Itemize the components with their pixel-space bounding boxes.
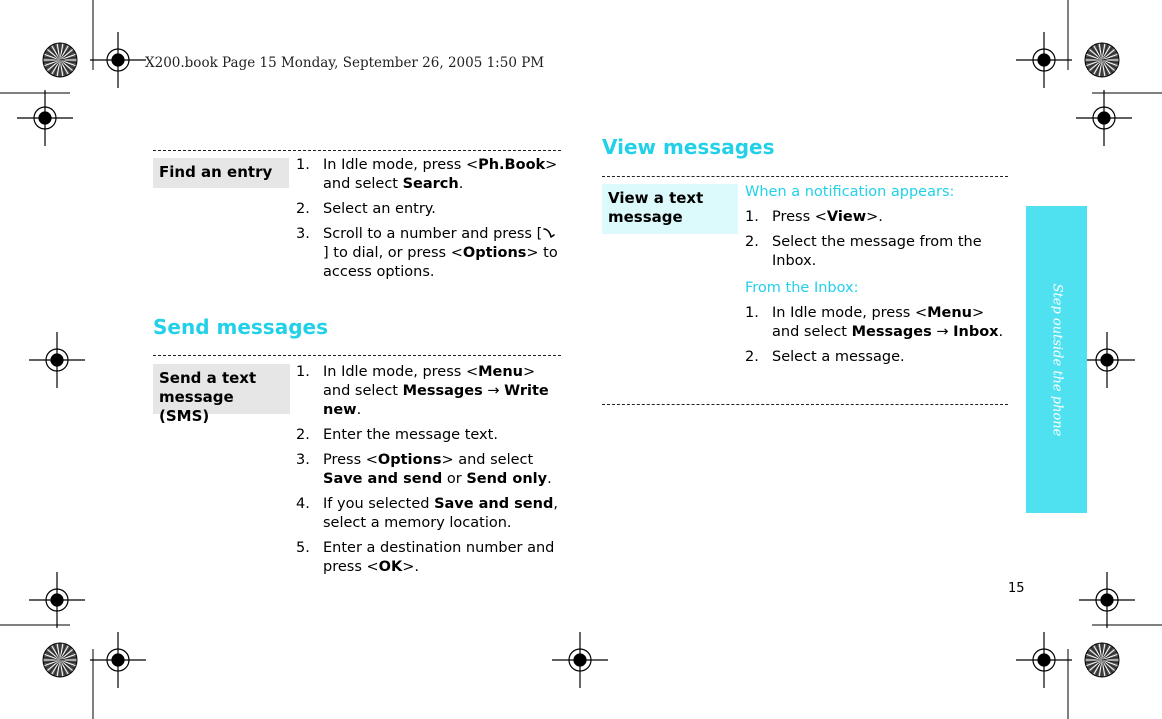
label-find-entry: Find an entry [153, 158, 289, 188]
label-view-text-message: View a text message [602, 184, 738, 234]
step-number: 2. [296, 427, 310, 443]
page-number: 15 [1008, 581, 1025, 596]
divider-view-messages-end [602, 404, 1008, 405]
step-item [745, 304, 1007, 342]
star-target-icon [1085, 643, 1119, 677]
print-header: X200.book Page 15 Monday, September 26, 2005 1:50 PM [145, 55, 545, 71]
view-messages-content [745, 183, 1007, 373]
side-tab [1026, 206, 1087, 513]
step-emphasis: Inbox [953, 324, 999, 340]
divider-find-entry [153, 150, 561, 151]
registration-target-icon [1079, 572, 1135, 628]
step-number: 1. [745, 305, 759, 321]
step-number: 4. [296, 496, 310, 512]
step-number: 5. [296, 540, 310, 556]
registration-target-icon [1016, 632, 1072, 688]
step-item [745, 233, 1007, 271]
step-item [296, 200, 558, 219]
step-text: In Idle mode, press <Ph.Book> and select Search. [323, 157, 558, 192]
registration-target-icon [90, 32, 146, 88]
step-emphasis: Messages [851, 324, 932, 340]
step-emphasis: OK [378, 559, 403, 575]
step-number: 2. [296, 201, 310, 217]
step-text: Select an entry. [323, 201, 436, 217]
registration-target-icon [1076, 90, 1132, 146]
step-item [296, 426, 560, 445]
step-emphasis: Write new [323, 383, 549, 418]
step-emphasis: Save and send [434, 496, 554, 512]
step-text: Scroll to a number and press [] to dial, or press <Options> to access options. [323, 226, 558, 280]
step-text: If you selected Save and send, select a memory location. [323, 496, 558, 531]
step-emphasis: Messages [402, 383, 483, 399]
step-item [745, 348, 1007, 367]
step-item [296, 495, 560, 533]
divider-send-messages [153, 355, 561, 356]
step-number: 1. [745, 209, 759, 225]
step-emphasis: Menu [927, 305, 973, 321]
subhead-inbox: From the Inbox: [745, 280, 859, 296]
step-number: 1. [296, 157, 310, 173]
steps-notification [745, 208, 1007, 271]
step-emphasis: Save and send [323, 471, 443, 487]
step-text: Enter a destination number and press <OK>. [323, 540, 555, 575]
step-text: In Idle mode, press <Menu> and select Messages → Inbox. [772, 305, 1004, 340]
step-text: Press <View>. [772, 209, 883, 225]
step-number: 3. [296, 226, 310, 242]
registration-target-icon [29, 572, 85, 628]
step-item [296, 451, 560, 489]
step-number: 1. [296, 364, 310, 380]
side-tab-label: Step outside the phone [1049, 283, 1064, 436]
step-number: 2. [745, 234, 759, 250]
star-target-icon [1085, 43, 1119, 77]
star-target-icon [43, 43, 77, 77]
heading-view-messages: View messages [602, 135, 775, 159]
step-number: 3. [296, 452, 310, 468]
step-emphasis: Options [462, 245, 527, 261]
label-send-text-message: Send a text message (SMS) [153, 364, 290, 414]
registration-target-icon [90, 632, 146, 688]
step-text: Select a message. [772, 349, 905, 365]
registration-target-icon [552, 632, 608, 688]
step-text: In Idle mode, press <Menu> and select Messages → Write new. [323, 364, 549, 418]
heading-send-messages: Send messages [153, 315, 328, 339]
steps-inbox [745, 304, 1007, 367]
star-target-icon [43, 643, 77, 677]
step-text: Press <Options> and select Save and send or Send only. [323, 452, 552, 487]
step-emphasis: Menu [478, 364, 524, 380]
step-emphasis: Search [402, 176, 459, 192]
step-emphasis: Ph.Book [478, 157, 546, 173]
divider-view-messages [602, 176, 1008, 177]
steps-send-messages [296, 363, 560, 583]
step-item [296, 363, 560, 420]
steps-find-entry [296, 156, 558, 288]
registration-target-icon [1016, 32, 1072, 88]
registration-target-icon [29, 332, 85, 388]
step-emphasis: Send only [466, 471, 548, 487]
registration-target-icon [17, 90, 73, 146]
step-emphasis: Options [377, 452, 442, 468]
step-text: Select the message from the Inbox. [772, 234, 982, 269]
registration-target-icon [1079, 332, 1135, 388]
step-item [296, 225, 558, 282]
subhead-notification: When a notification appears: [745, 184, 955, 200]
step-item [296, 539, 560, 577]
step-item [296, 156, 558, 194]
step-number: 2. [745, 349, 759, 365]
step-emphasis: View [826, 209, 867, 225]
step-text: Enter the message text. [323, 427, 498, 443]
dial-icon [542, 226, 556, 242]
step-item [745, 208, 1007, 227]
